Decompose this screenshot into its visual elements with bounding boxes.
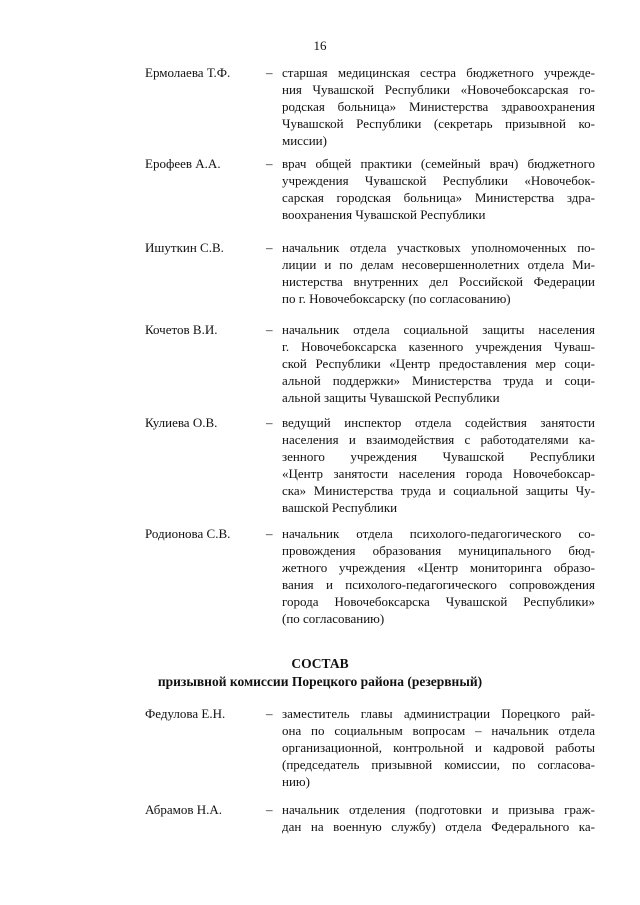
member-position: [282, 64, 595, 149]
position-line: врач общей практики (семейный врач) бюджетного: [282, 156, 595, 171]
member-name: Ерофеев А.А.: [145, 156, 221, 171]
position-line: сарская городская больница» Министерства здра-: [282, 190, 595, 205]
position-line: провождения образования муниципального бюд-: [282, 543, 595, 558]
position-line: начальник отдела социальной защиты населения: [282, 322, 595, 337]
position-line: населения и взаимодействия с работодателями ка-: [282, 432, 595, 447]
position-line: старшая медицинская сестра бюджетного учрежде-: [282, 65, 595, 80]
position-line: по г. Новочебоксарску (по согласованию): [282, 291, 511, 306]
position-line: ской Республики «Центр предоставления мер соци-: [282, 356, 595, 371]
position-line: Чувашской Республики (секретарь призывной ко-: [282, 116, 595, 131]
position-line: города Новочебоксарска Чувашской Республики»: [282, 594, 595, 609]
position-line: альной поддержки» Министерства труда и соци-: [282, 373, 595, 388]
position-line: учреждения Чувашской Республики «Новочебок-: [282, 173, 595, 188]
member-position: [282, 155, 595, 223]
position-line: нию): [282, 774, 310, 789]
position-line: вашской Республики: [282, 500, 398, 515]
dash-separator: –: [266, 65, 273, 80]
position-line: ска» Министерства труда и социальной защиты Чу-: [282, 483, 595, 498]
position-line: начальник отдела участковых уполномоченных по-: [282, 240, 595, 255]
member-name: Кулиева О.В.: [145, 415, 218, 430]
position-line: организационной, контрольной и кадровой работы: [282, 740, 595, 755]
member-position: [282, 414, 595, 516]
member-name: Ермолаева Т.Ф.: [145, 65, 231, 80]
member-name: Ишуткин С.В.: [145, 240, 224, 255]
member-position: [282, 321, 595, 406]
position-line: заместитель главы администрации Порецкого рай-: [282, 706, 595, 721]
position-line: начальник отдела психолого-педагогического со-: [282, 526, 595, 541]
member-position: [282, 525, 595, 627]
position-line: (председатель призывной комиссии, по согласова-: [282, 757, 595, 772]
member-name: Абрамов Н.А.: [145, 802, 223, 817]
dash-separator: –: [266, 802, 273, 817]
section-title: СОСТАВ: [291, 656, 349, 671]
page-number: 16: [313, 38, 327, 53]
position-line: воохранения Чувашской Республики: [282, 207, 486, 222]
member-position: [282, 801, 595, 835]
position-line: жетного учреждения «Центр мониторинга образо-: [282, 560, 595, 575]
position-line: г. Новочебоксарска казенного учреждения Чуваш-: [282, 339, 595, 354]
position-line: зенного учреждения Чувашской Республики: [282, 449, 595, 464]
section-subtitle: призывной комиссии Порецкого района (резервный): [157, 674, 483, 689]
dash-separator: –: [266, 240, 273, 255]
position-line: нистерства внутренних дел Российской Федерации: [282, 274, 595, 289]
position-line: «Центр занятости населения города Новочебоксар-: [282, 466, 595, 481]
member-name: Федулова Е.Н.: [145, 706, 226, 721]
member-position: [282, 239, 595, 307]
dash-separator: –: [266, 526, 273, 541]
position-line: ведущий инспектор отдела содействия занятости: [282, 415, 595, 430]
position-line: начальник отделения (подготовки и призыва граж-: [282, 802, 595, 817]
member-name: Кочетов В.И.: [145, 322, 218, 337]
position-line: лиции и по делам несовершеннолетних отдела Ми-: [282, 257, 595, 272]
member-position: [282, 705, 595, 790]
position-line: родская больница» Министерства здравоохранения: [282, 99, 595, 114]
position-line: альной защиты Чувашской Республики: [282, 390, 500, 405]
dash-separator: –: [266, 415, 273, 430]
dash-separator: –: [266, 322, 273, 337]
position-line: дан на военную службу) отдела Федерального ка-: [282, 819, 595, 834]
dash-separator: –: [266, 156, 273, 171]
position-line: она по социальным вопросам – начальник отдела: [282, 723, 595, 738]
position-line: ния Чувашской Республики «Новочебоксарская го-: [282, 82, 595, 97]
position-line: миссии): [282, 133, 327, 148]
position-line: (по согласованию): [282, 611, 385, 626]
member-name: Родионова С.В.: [145, 526, 231, 541]
dash-separator: –: [266, 706, 273, 721]
position-line: вания и психолого-педагогического сопровождения: [282, 577, 595, 592]
